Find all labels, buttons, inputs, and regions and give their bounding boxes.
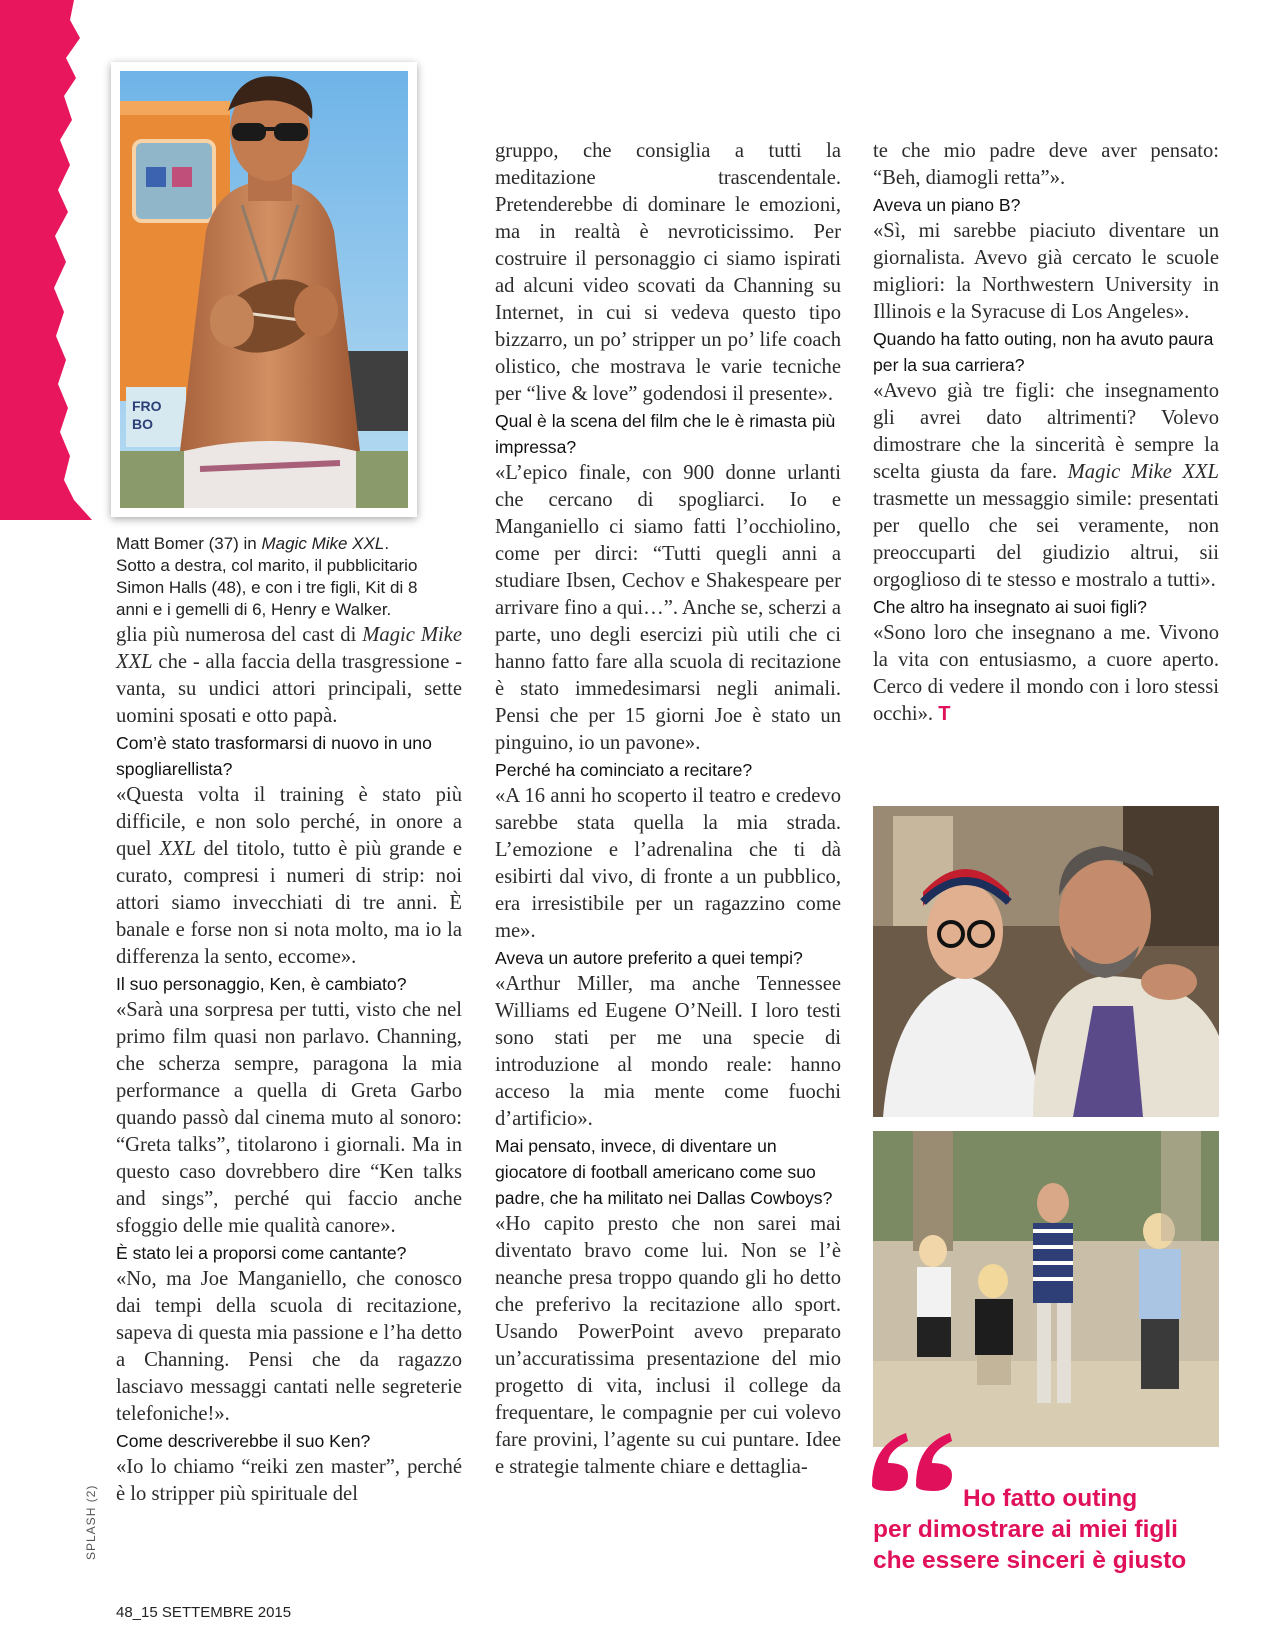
interview-answer: «A 16 anni ho scoperto il teatro e credevo sarebbe stata quella la mia strada. L’emozione e l’adrenalina che ti dà esibirti dal vivo, di fronte a un pubblico, era irresistibile per un ragazzino come me». [495, 785, 841, 942]
interview-question: Perché ha cominciato a recitare? [495, 760, 753, 780]
photo-caption: Matt Bomer (37) in Magic Mike XXL. Sotto a destra, col marito, il pubblicitario Simon Halls (48), e con i tre figli, Kit di 8 anni e i gemelli di 6, Henry e Walker. [116, 534, 418, 619]
interview-answer: «L’epico finale, con 900 donne urlanti che cercano di spogliarci. Io e Manganiello ci siamo fatti l’occhiolino, come per dirci: “Tutti quegli anni a studiare Ibsen, Cechov e Shakespeare per arrivare fino a qui…”. Anche se, scherzi a parte, uno degli esercizi più utili che ci hanno fatto fare alla scuola di recitazione è stato immedesimarsi negli animali. Pensi che per 15 giorni Joe è stato un pinguino, io un pavone». [495, 462, 841, 754]
interview-answer: «Avevo già tre figli: che insegnamento gli avrei dato altrimenti? Volevo dimostrare che la sincerità è sempre la scelta giusta da fare. Magic Mike XXL trasmette un messaggio simile: presentati per quello che sei veramente, non preoccuparti del giudizio altrui, sii orgoglioso di te stesso e mostralo a tutti». [873, 380, 1219, 591]
interview-answer: «Sì, mi sarebbe piaciuto diventare un giornalista. Avevo già cercato le scuole migliori: la Northwestern University in Illinois e la Syracuse di Los Angeles». [873, 220, 1219, 323]
photo-credit: SPLASH (2) [84, 1484, 98, 1560]
body-paragraph: gruppo, che consiglia a tutti la meditazione trascendentale. Pretenderebbe di dominare le emozioni, ma in realtà è nevroticissimo. Per costruire il personaggio ci siamo ispirati ad alcuni video scovati da Channing su Internet, in cui si vedeva questo tipo bizzarro, un po’ stripper un po’ life coach olistico, che mostrava le varie tecniche per “live & love” godendosi il presente». [495, 140, 841, 405]
interview-question: È stato lei a proporsi come cantante? [116, 1243, 407, 1263]
interview-answer: «Arthur Miller, ma anche Tennessee Williams ed Eugene O’Neill. I loro testi sono stati per me una specie di introduzione al mondo reale: hanno acceso la mia mente come fuochi d’artificio». [495, 973, 841, 1130]
interview-question: Aveva un autore preferito a quei tempi? [495, 948, 803, 968]
interview-question: Aveva un piano B? [873, 195, 1021, 215]
interview-answer: «Io lo chiamo “reiki zen master”, perché è lo stripper più spirituale del [116, 1456, 462, 1505]
matt-bomer-photo [111, 62, 417, 517]
interview-answer: «Questa volta il training è stato più difficile, e non solo perché, in onore a quel XXL del titolo, tutto è più grande e curato, compresi i numeri di strip: noi attori siamo invecchiati di tre anni. È banale e forse non si nota molto, ma io la differenza la sento, eccome». [116, 784, 463, 968]
interview-question: Quando ha fatto outing, non ha avuto paura per la sua carriera? [873, 329, 1214, 375]
interview-question: Che altro ha insegnato ai suoi figli? [873, 597, 1147, 617]
svg-text:FRO: FRO [132, 398, 162, 414]
interview-question: Mai pensato, invece, di diventare un giocatore di football americano come suo padre, che ha militato nei Dallas Cowboys? [495, 1136, 833, 1208]
family-photo [873, 1131, 1219, 1447]
pull-quote [873, 1483, 1233, 1576]
article-column-2 [495, 138, 841, 1481]
interview-answer: «Sono loro che insegnano a me. Vivono la vita con entusiasmo, a cuore aperto. Cerco di vedere il mondo con i loro stessi occhi». T [873, 622, 1219, 725]
interview-question: Com’è stato trasformarsi di nuovo in uno spogliarellista? [116, 733, 432, 779]
end-mark: T [938, 703, 951, 725]
interview-answer: «No, ma Joe Manganiello, che conosco dai tempi della scuola di recitazione, sapeva di questa mia passione e l’ha detto a Channing. Pensi che da ragazzo lasciavo messaggi cantati nelle segreterie telefoniche!». [116, 1268, 462, 1425]
body-paragraph: glia più numerosa del cast di Magic Mike XXL che - alla faccia della trasgressione - vanta, su undici attori principali, sette uomini sposati e otto papà. [116, 624, 463, 727]
article-column-1 [116, 622, 462, 1508]
svg-text:BO: BO [132, 416, 153, 432]
pull-quote-line: che essere sinceri è giusto [873, 1547, 1187, 1574]
pull-quote-line: per dimostrare ai miei figli [873, 1516, 1178, 1543]
interview-answer: «Ho capito presto che non sarei mai diventato bravo come lui. Non se l’è neanche presa troppo quando gli ho detto che preferivo la recitazione allo sport. Usando PowerPoint avevo preparato un’accuratissima presentazione del mio progetto di vita, inclusi il college da frequentare, le compagnie per cui volevo fare provini, l’agente su cui puntare. Idee e strategie talmente chiare e dettaglia- [495, 1213, 841, 1478]
couple-photo [873, 806, 1219, 1117]
interview-question: Il suo personaggio, Ken, è cambiato? [116, 974, 407, 994]
interview-question: Qual è la scena del film che le è rimasta più impressa? [495, 411, 836, 457]
interview-answer: «Sarà una sorpresa per tutti, visto che nel primo film quasi non parlavo. Channing, che scherza sempre, paragona la mia performance a quella di Greta Garbo quando passò dal cinema muto al sonoro: “Greta talks”, titolarono i giornali. Ma in questo caso dovrebbero dire “Ken talks and sings”, perché qui faccio anche sfoggio delle mie qualità canore». [116, 999, 462, 1237]
page-folio: 48_15 SETTEMBRE 2015 [116, 1604, 292, 1621]
article-column-3 [873, 138, 1219, 728]
pink-torn-edge-decoration [0, 0, 105, 520]
pull-quote-line: Ho fatto outing [963, 1485, 1138, 1512]
interview-question: Come descriverebbe il suo Ken? [116, 1431, 371, 1451]
body-paragraph: te che mio padre deve aver pensato: “Beh, diamogli retta”». [873, 140, 1219, 189]
